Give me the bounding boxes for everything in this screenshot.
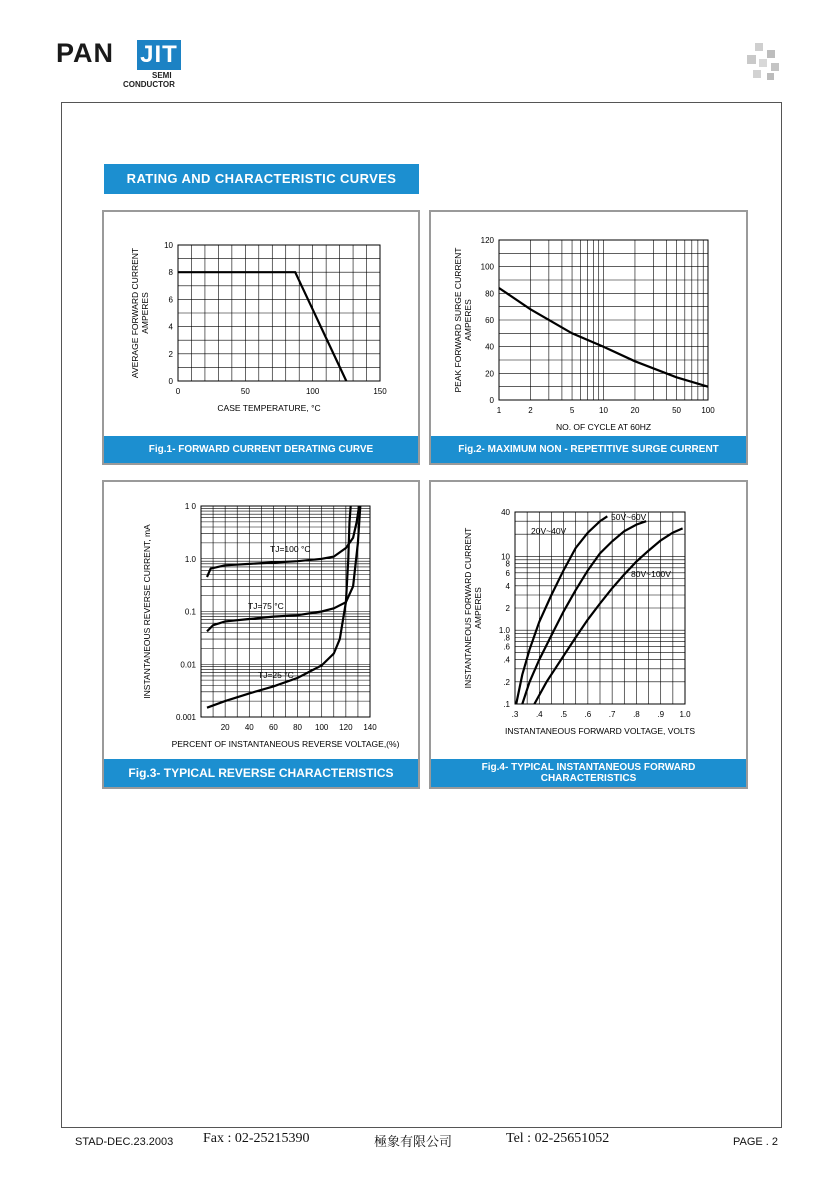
- figure-3-chart: [104, 482, 418, 759]
- x-tick-label: 60: [268, 723, 278, 732]
- figure-3-panel: [102, 480, 420, 789]
- telephone-number: Tel : 02-25651052: [506, 1131, 610, 1146]
- figure-2-caption: Fig.2- MAXIMUM NON - REPETITIVE SURGE CURRENT: [431, 436, 746, 463]
- figure-1-chart: [104, 212, 418, 436]
- company-name-chinese: 極象有限公司: [374, 1135, 453, 1150]
- y-tick-label: 40: [501, 508, 510, 517]
- x-tick-label: 5: [569, 406, 575, 415]
- logo-text-pan: PAN: [56, 38, 115, 68]
- y-tick-label: 40: [485, 342, 494, 352]
- y-tick-label: 6: [505, 568, 510, 578]
- y-axis-label: AVERAGE FORWARD CURRENT: [130, 247, 140, 379]
- figure-1-caption: Fig.1- FORWARD CURRENT DERATING CURVE: [104, 436, 418, 463]
- x-axis-label: PERCENT OF INSTANTANEOUS REVERSE VOLTAGE,(%): [171, 739, 400, 749]
- y-axis-label: PEAK FORWARD SURGE CURRENT: [453, 247, 463, 393]
- figure-4-chart: [431, 482, 746, 759]
- x-axis-label: NO. OF CYCLE AT 60HZ: [555, 422, 652, 432]
- x-tick-label: 50: [240, 387, 250, 396]
- section-title: RATING AND CHARACTERISTIC CURVES: [104, 164, 419, 194]
- x-tick-label: 1.0: [679, 710, 691, 719]
- y-tick-label: 0.01: [180, 660, 196, 670]
- x-tick-label: 100: [315, 723, 329, 732]
- decorative-squares-icon: [742, 42, 782, 82]
- y-axis-label-units: AMPERES: [473, 587, 483, 629]
- y-tick-label: 80: [485, 289, 494, 299]
- page-number: PAGE . 2: [733, 1136, 779, 1148]
- x-tick-label: 100: [305, 387, 320, 396]
- y-tick-label: 6: [168, 295, 173, 305]
- y-tick-label: 1 0: [184, 502, 196, 511]
- series-curve-2: [207, 506, 360, 631]
- y-tick-label: .8: [503, 633, 510, 643]
- x-tick-label: .7: [608, 710, 616, 719]
- y-tick-label: 0: [168, 377, 173, 386]
- y-tick-label: 0.1: [184, 607, 196, 617]
- y-tick-label: 4: [505, 581, 510, 591]
- figure-1-panel: [102, 210, 420, 465]
- series-curve-2: [522, 521, 646, 704]
- x-tick-label: 20: [220, 723, 230, 732]
- y-tick-label: 20: [485, 369, 494, 379]
- company-logo: [56, 38, 186, 90]
- y-tick-label: .1: [503, 700, 510, 709]
- logo-text-conductor: CONDUCTOR: [123, 80, 175, 89]
- figure-2-chart: [431, 212, 746, 436]
- figure-2-panel: [429, 210, 748, 465]
- figure-4-caption-line2: CHARACTERISTICS: [540, 773, 637, 784]
- curve-annotation: 80V~100V: [631, 569, 671, 579]
- y-tick-label: 1.0: [184, 554, 196, 564]
- x-tick-label: .8: [633, 710, 640, 719]
- x-tick-label: 120: [339, 723, 353, 732]
- x-tick-label: 140: [363, 723, 377, 732]
- curve-annotation: 50V~60V: [611, 512, 647, 522]
- x-axis-label: CASE TEMPERATURE, °C: [217, 403, 321, 413]
- x-tick-label: 40: [244, 723, 254, 732]
- x-tick-label: 1: [496, 406, 502, 415]
- y-tick-label: 0: [489, 396, 494, 405]
- y-tick-label: .4: [503, 655, 510, 665]
- x-tick-label: 20: [630, 406, 640, 415]
- y-tick-label: 120: [480, 236, 494, 245]
- y-tick-label: 10: [501, 552, 510, 562]
- x-axis-label: INSTANTANEOUS FORWARD VOLTAGE, VOLTS: [504, 726, 696, 736]
- y-axis-label-units: AMPERES: [140, 292, 150, 334]
- y-tick-label: 1.0: [498, 626, 510, 636]
- x-tick-label: 100: [701, 406, 715, 415]
- x-tick-label: 10: [599, 406, 608, 415]
- x-tick-label: 2: [528, 406, 533, 415]
- fax-number: Fax : 02-25215390: [203, 1131, 310, 1146]
- y-axis-label: INSTANTANEOUS REVERSE CURRENT, mA: [142, 524, 152, 699]
- x-tick-label: 80: [293, 723, 303, 732]
- x-tick-label: 150: [373, 387, 387, 396]
- y-tick-label: 100: [480, 262, 494, 272]
- x-tick-label: 0: [175, 387, 181, 396]
- x-tick-label: .5: [560, 710, 567, 719]
- curve-annotation: TJ=100 °C: [270, 544, 311, 554]
- figure-4-panel: [429, 480, 748, 789]
- x-tick-label: .6: [584, 710, 592, 719]
- logo-text-jit: JIT: [137, 40, 181, 70]
- y-tick-label: 0.001: [175, 713, 196, 722]
- curve-annotation: TJ=25 °C: [258, 670, 294, 680]
- curve-annotation: 20V~40V: [531, 526, 567, 536]
- logo-text-semi: SEMI: [152, 71, 172, 80]
- y-tick-label: .2: [503, 677, 510, 687]
- figure-4-caption-line1: Fig.4- TYPICAL INSTANTANEOUS FORWARD: [481, 762, 696, 773]
- y-tick-label: 60: [485, 316, 494, 325]
- y-tick-label: 10: [164, 241, 173, 250]
- y-tick-label: 4: [168, 322, 173, 332]
- y-tick-label: 2: [505, 604, 510, 613]
- series-curve-3: [534, 528, 682, 704]
- y-tick-label: 2: [168, 349, 173, 359]
- x-tick-label: 50: [672, 406, 681, 415]
- y-tick-label: 8: [505, 559, 510, 569]
- y-tick-label: 8: [168, 268, 173, 278]
- curve-annotation: TJ=75 °C: [248, 601, 284, 611]
- figure-3-caption: Fig.3- TYPICAL REVERSE CHARACTERISTICS: [104, 759, 418, 787]
- x-tick-label: .4: [535, 710, 543, 719]
- figure-4-caption: [431, 759, 746, 787]
- x-tick-label: .9: [657, 710, 665, 719]
- y-axis-label: INSTANTANEOUS FORWARD CURRENT: [463, 527, 473, 689]
- series-curve-1: [207, 506, 359, 577]
- y-tick-label: .6: [503, 642, 510, 652]
- document-reference: STAD-DEC.23.2003: [75, 1136, 174, 1148]
- x-tick-label: .3: [511, 710, 519, 719]
- y-axis-label-units: AMPERES: [463, 299, 473, 341]
